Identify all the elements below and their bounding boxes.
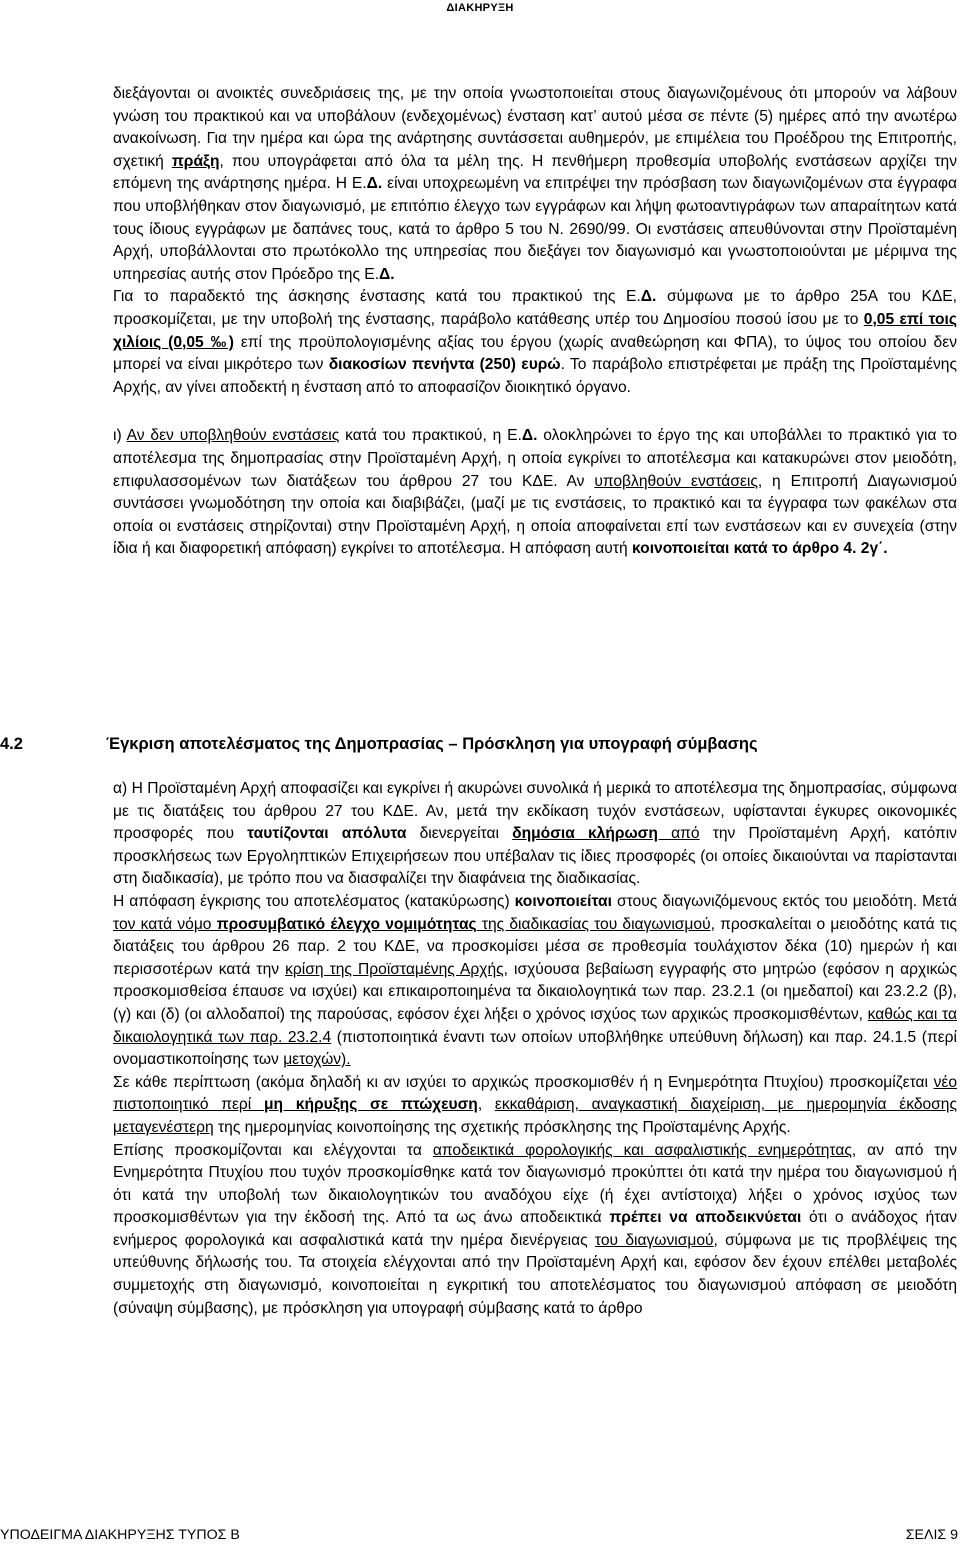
text-run: μετοχών). xyxy=(283,1051,351,1069)
text-run: επί της προϋπολογισμένης αξίας του έργου (χωρίς αναθεώρηση και ΦΠΑ), το ύψος του οποίου δεν μπορεί να είναι μικρότερο των xyxy=(113,333,957,374)
text-run: δημόσια κλήρωση xyxy=(512,825,672,843)
text-run: την Προϊσταμένη Αρχή, κατόπιν προσκλήσεως των Εργοληπτικών Επιχειρήσεων που υπέβαλαν τις ίδιες προσφορές (οι οποίες δικαιούνται να παρίστανται στη διαδικασία), με τρόπο που να διασφαλίζει την διαφάνεια της διαδικασίας. xyxy=(113,825,957,888)
text-run: 0,05 επί τοις χιλίοις (0,05 ‰) xyxy=(113,310,957,351)
footer-doc-title: ΥΠΟΔΕΙΓΜΑ ΔΙΑΚΗΡΥΞΗΣ ΤΥΠΟΣ Β xyxy=(0,1527,240,1543)
text-run: α) Η Προϊσταμένη Αρχή αποφασίζει και εγκρίνει ή ακυρώνει συνολικά ή μερικά το αποτέλεσμα της δημοπρασίας, σύμφωνα με τις διατάξεις του άρθρου 27 του ΚΔΕ. Αν, μετά την εκδίκαση τυχόν ενστάσεων, υφίστανται έγκυρες οικονομικές προσφορές που xyxy=(113,780,957,843)
text-run: υποβληθούν ενστάσεις xyxy=(594,472,758,490)
paragraph xyxy=(113,1140,957,1321)
section-number: 4.2 xyxy=(0,735,23,753)
text-run: ολοκληρώνει το έργο της και υποβάλλει το πρακτικό για το αποτέλεσμα της δημοπρασίας στην Προϊσταμένη Αρχή, η οποία εγκρίνει το αποτέλεσμα και κατακυρώνει στον μειοδότη, επιφυλασσομένων των διατάξεων του άρθρου 27 του ΚΔΕ. Αν xyxy=(113,427,957,490)
text-run: Δ. xyxy=(521,427,538,445)
text-run: , xyxy=(477,1096,495,1114)
text-run: του διαγωνισμού, xyxy=(594,1231,718,1249)
section-title: Έγκριση αποτελέσματος της Δημοπρασίας – Πρόσκληση για υπογραφή σύμβασης xyxy=(106,735,758,753)
footer-page-number: ΣΕΛΙΣ 9 xyxy=(905,1527,958,1543)
text-run: κοινοποιείται xyxy=(514,892,612,910)
text-run: νέο πιστοποιητικό περί xyxy=(113,1073,957,1114)
text-run: της ημερομηνίας κοινοποίησης της σχετικής πρόσκλησης της Προϊσταμένης Αρχής. xyxy=(213,1118,791,1136)
paragraph xyxy=(113,1072,957,1140)
text-run: πρέπει να αποδεικνύεται xyxy=(609,1209,802,1227)
text-run: Επίσης προσκομίζονται και ελέγχονται τα xyxy=(113,1141,433,1159)
text-run: Για το παραδεκτό της άσκησης ένστασης κατά του πρακτικού της Ε. xyxy=(113,288,641,306)
text-run: σύμφωνα με το άρθρο 25Α του ΚΔΕ, προσκομίζεται, με την υποβολή της ένστασης, παράβολο κατάθεσης υπέρ του Δημοσίου ποσού ίσου με το xyxy=(113,288,958,328)
text-run: από xyxy=(671,825,700,843)
paragraph xyxy=(113,286,957,399)
paragraph xyxy=(113,425,957,561)
body-block-1 xyxy=(113,83,957,561)
text-run: αποδεικτικά φορολογικής και ασφαλιστικής ενημερότητας xyxy=(432,1141,852,1159)
text-run: , ισχύουσα βεβαίωση εγγραφής στο μητρώο (εφόσον η αρχικώς προσκομισθείσα έπαυσε να ισχύει) και επικαιροποιημένα τα δικαιολογητικά των παρ. 23.2.1 (οι ημεδαποί) και 23.2.2 (β), (γ) και (δ) (οι αλλοδαποί) της παρούσας, εφόσον έχει λήξει ο χρόνος ισχύος των αρχικώς προσκομισθέντων, xyxy=(113,960,958,1023)
text-run: της διαδικασίας του διαγωνισμού, xyxy=(476,915,715,933)
text-run: κατά του πρακτικού, η Ε. xyxy=(339,427,522,445)
text-run: Δ. xyxy=(366,175,383,193)
text-run: (πιστοποιητικά έναντι των οποίων υποβλήθηκε υπεύθυνη δήλωση) και παρ. 24.1.5 (περί ονομαστικοποίησης των xyxy=(113,1028,957,1069)
text-run: εκκαθάριση, αναγκαστική διαχείριση, με ημερομηνία έκδοσης μεταγενέστερη xyxy=(113,1096,957,1136)
paragraph-gap xyxy=(113,399,957,425)
paragraph xyxy=(113,778,957,891)
text-run: διεξάγονται οι ανοικτές συνεδριάσεις της, με την οποία γνωστοποιείται στους διαγωνιζομένους ότι μπορούν να λάβουν γνώση του πρακτικού και να υποβάλουν (ενδεχομένως) ένσταση κατ’ αυτού μέσα σε πέντε (5) ημέρες από την ανωτέρω ανακοίνωση. Για την ημέρα και ώρα της ανάρτησης συντάσσεται αυθημερόν, με επιμέλεια του Προέδρου της Επιτροπής, σχετική xyxy=(113,85,957,170)
text-run: στους διαγωνιζόμενους εκτός του μειοδότη. Μετά xyxy=(611,892,957,910)
text-run: πράξη xyxy=(171,152,220,170)
text-run: σύμφωνα με τις προβλέψεις της υπεύθυνης δήλωσής του. Τα στοιχεία ελέγχονται από την Προϊσταμένη Αρχή και, εφόσον δεν έχουν επέλθει μεταβολές συμμετοχής στη διαγωνισμό, κοινοποιείται η εγκριτική του αποτελέσματος του διαγωνισμού απόφαση σε μειοδότη (σύναψη σύμβασης), με πρόσκληση για υπογραφή σύμβασης κατά το άρθρο xyxy=(113,1231,957,1317)
text-run: διακοσίων πενήντα (250) ευρώ xyxy=(328,356,561,374)
text-run: Δ. xyxy=(640,288,657,306)
text-run: Δ. xyxy=(379,265,395,283)
text-run: προσκαλείται ο μειοδότης κατά τις διατάξεις του άρθρου 26 παρ. 2 του ΚΔΕ, να προσκομίσει μέσα σε προθεσμία τουλάχιστον δέκα (10) ημερών ή και περισσοτέρων κατά την xyxy=(113,915,957,978)
text-run: ότι ο ανάδοχος ήταν ενήμερος φορολογικά και ασφαλιστικά κατά την ημέρα διενέργειας xyxy=(113,1209,958,1249)
text-run: καθώς και τα δικαιολογητικά των παρ. 23.2.4 xyxy=(113,1005,957,1046)
text-run: , η Επιτροπή Διαγωνισμού συντάσσει γνωμοδότηση την οποία και διαβιβάζει, (μαζί με τις ενστάσεις, το πρακτικό και τα έγγραφα των φακέλων στα οποία οι ενστάσεις στηρίζονται) στην Προϊσταμένη Αρχή, η οποία αποφαίνεται επί των ενστάσεων και εν συνεχεία (στην ίδια ή και διαφορετική απόφαση) εγκρίνει το αποτέλεσμα. Η απόφαση αυτή xyxy=(113,472,958,558)
text-run: κοινοποιείται κατά το άρθρο 4. 2γ΄. xyxy=(632,540,888,558)
text-run: Η απόφαση έγκρισης του αποτελέσματος (κατακύρωσης) xyxy=(113,892,515,910)
text-run: . Το παράβολο επιστρέφεται με πράξη της Προϊσταμένης Αρχής, αν γίνει αποδεκτή η ένσταση από το αποφασίζον διοικητικό όργανο. xyxy=(113,356,957,396)
body-block-2 xyxy=(113,778,957,1320)
text-run: μη κήρυξης σε πτώχευση xyxy=(264,1096,478,1114)
text-run: διενεργείται xyxy=(406,825,513,843)
paragraph xyxy=(113,83,957,286)
text-run: κρίση της Προϊσταμένης Αρχής xyxy=(285,960,504,978)
text-run: , που υπογράφεται από όλα τα μέλη της. Η πενθήμερη προθεσμία υποβολής ενστάσεων αρχίζει την επόμενη της ανάρτησης ημέρα. Η Ε. xyxy=(113,152,957,193)
text-run: ι) xyxy=(113,427,127,445)
text-run: ταυτίζονται απόλυτα xyxy=(247,825,407,843)
paragraph xyxy=(113,891,957,1072)
text-run: , αν από την Ενημερότητα Πτυχίου που τυχόν προσκομίσθηκε κατά τον διαγωνισμό προκύπτει ότι κατά την ημέρα του διαγωνισμού ή ότι κατά την υποβολή των δικαιολογητικών του αναδόχου είχε (ή έχει αντίστοιχα) λήξει ο χρόνος ισχύος των προσκομισθέντων για την έκδοσή της. Από τα ως άνω αποδεικτικά xyxy=(113,1141,958,1227)
page-header: ΔΙΑΚΗΡΥΞΗ xyxy=(446,2,514,14)
text-run: προσυμβατικό έλεγχο νομιμότητας xyxy=(216,915,477,933)
text-run: Σε κάθε περίπτωση (ακόμα δηλαδή κι αν ισχύει το αρχικώς προσκομισθέν ή η Ενημερότητα Πτυχίου) προσκομίζεται xyxy=(113,1073,934,1091)
text-run: τον κατά νόμο xyxy=(113,915,217,933)
text-run: είναι υποχρεωμένη να επιτρέψει την πρόσβαση των διαγωνιζομένων στα έγγραφα που υποβλήθηκαν στον διαγωνισμό, με επιτόπιο έλεγχο των εγγράφων και λήψη φωτοαντιγράφων των απαραίτητων κατά τους ίδιους εγγράφων με δαπάνες τους, κατά το άρθρο 5 του Ν. 2690/99. Οι ενστάσεις απευθύνονται στην Προϊσταμένη Αρχή, υποβάλλονται στο πρωτόκολλο της υπηρεσίας που διεξάγει τον διαγωνισμό και γνωστοποιούνται με μέριμνα της υπηρεσίας αυτής στον Πρόεδρο της Ε. xyxy=(113,175,957,283)
text-run: Αν δεν υποβληθούν ενστάσεις xyxy=(126,427,340,445)
